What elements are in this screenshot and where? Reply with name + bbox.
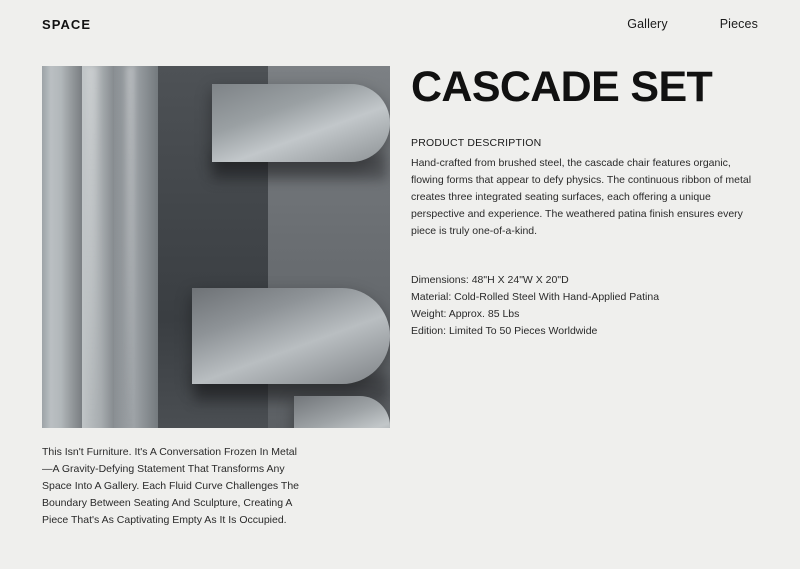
page-title: CASCADE SET <box>411 63 713 111</box>
product-description-label: PRODUCT DESCRIPTION <box>411 137 542 149</box>
spec-edition: Edition: Limited To 50 Pieces Worldwide <box>411 325 598 337</box>
sculpture-curl-upper <box>212 84 390 162</box>
main-nav <box>627 17 758 31</box>
sculpture-pillar-1 <box>42 66 82 428</box>
brand-logo[interactable]: SPACE <box>42 16 92 32</box>
sculpture-curl-middle <box>192 288 390 384</box>
product-image[interactable] <box>42 66 390 428</box>
sculpture-highlight-2 <box>126 66 134 428</box>
product-specs <box>411 272 759 340</box>
sculpture-curl-lower <box>294 396 390 428</box>
site-header <box>0 0 800 48</box>
spec-weight: Weight: Approx. 85 Lbs <box>411 308 520 320</box>
sculpture-pillar-3 <box>114 66 158 428</box>
nav-item-pieces[interactable]: Pieces <box>719 17 758 31</box>
product-caption: This Isn't Furniture. It's A Conversation Frozen In Metal—A Gravity-Defying Statement That Transforms Any Space Into A Gallery. Each Fluid Curve Challenges The Boundary Between Seating And Sculpture, Creating A Piece That's As Captivating Empty As It Is Occupied. <box>42 446 300 526</box>
product-info-column <box>411 63 759 340</box>
spec-material: Material: Cold-Rolled Steel With Hand-Applied Patina <box>411 291 660 303</box>
product-description-text: Hand-crafted from brushed steel, the cascade chair features organic, flowing forms that appear to defy physics. The continuous ribbon of metal creates three integrated seating surfaces, each offering a unique perspective and experience. The weathered patina finish ensures every piece is truly one-of-a-kind. <box>411 157 752 237</box>
product-media-column <box>42 66 390 529</box>
nav-item-gallery[interactable]: Gallery <box>627 17 668 31</box>
sculpture-highlight-1 <box>86 66 98 428</box>
spec-dimensions: Dimensions: 48"H X 24"W X 20"D <box>411 274 569 286</box>
